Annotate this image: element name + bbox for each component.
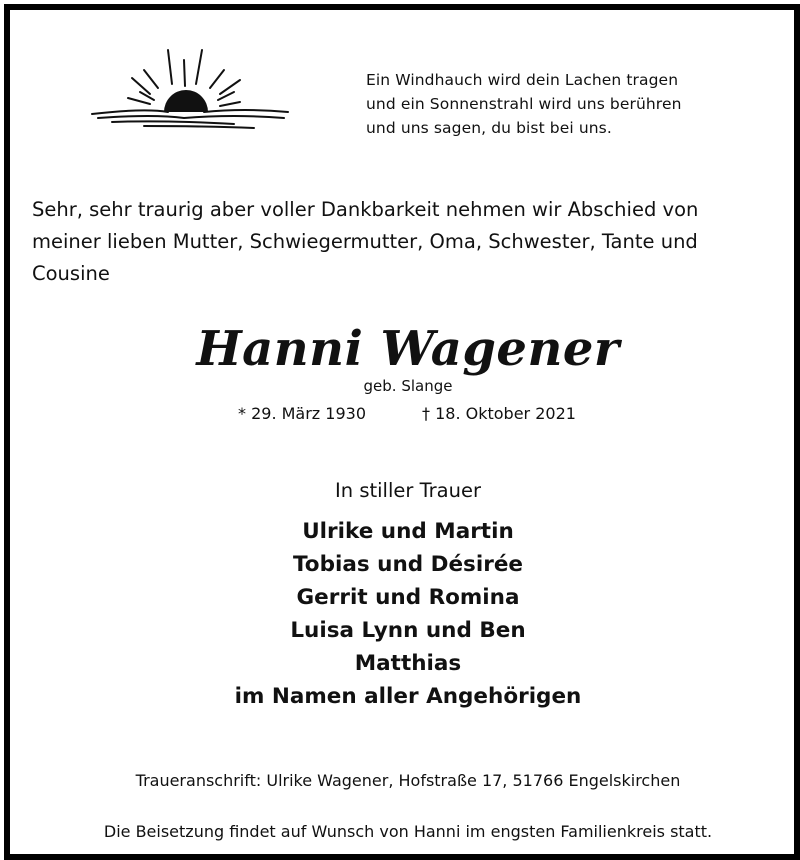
intro-line: meiner lieben Mutter, Schwiegermutter, Oma, Schwester, Tante und: [32, 230, 698, 253]
intro-line: Sehr, sehr traurig aber voller Dankbarkeit nehmen wir Abschied von: [32, 198, 699, 221]
birth-name: geb. Slange: [363, 377, 453, 395]
poem-line: Ein Windhauch wird dein Lachen tragen: [366, 71, 679, 89]
poem-line: und ein Sonnenstrahl wird uns berühren: [366, 95, 682, 113]
obituary-notice: [4, 4, 800, 860]
intro-line: Cousine: [32, 262, 110, 285]
mourners-list: [10, 515, 800, 713]
mourner-name: im Namen aller Angehörigen: [234, 684, 582, 709]
mourner-name: Luisa Lynn und Ben: [290, 618, 526, 643]
poem-line: und uns sagen, du bist bei uns.: [366, 119, 612, 137]
intro-text: [32, 194, 780, 290]
mourning-address: Traueranschrift: Ulrike Wagener, Hofstraße 17, 51766 Engelskirchen: [135, 771, 681, 790]
deceased-name: Hanni Wagener: [196, 321, 620, 377]
mourner-name: Ulrike und Martin: [302, 519, 514, 544]
death-date: † 18. Oktober 2021: [422, 404, 576, 423]
life-dates: [10, 403, 800, 425]
mourner-name: Tobias und Désirée: [293, 552, 523, 577]
funeral-note: Die Beisetzung findet auf Wunsch von Hanni im engsten Familienkreis statt.: [103, 822, 713, 841]
mourner-name: Gerrit und Romina: [296, 585, 520, 610]
birth-date: * 29. März 1930: [238, 404, 367, 423]
sunrise-icon: [84, 46, 296, 136]
mourner-name: Matthias: [354, 651, 462, 676]
mourning-heading: In stiller Trauer: [335, 479, 481, 502]
poem: [366, 68, 726, 140]
